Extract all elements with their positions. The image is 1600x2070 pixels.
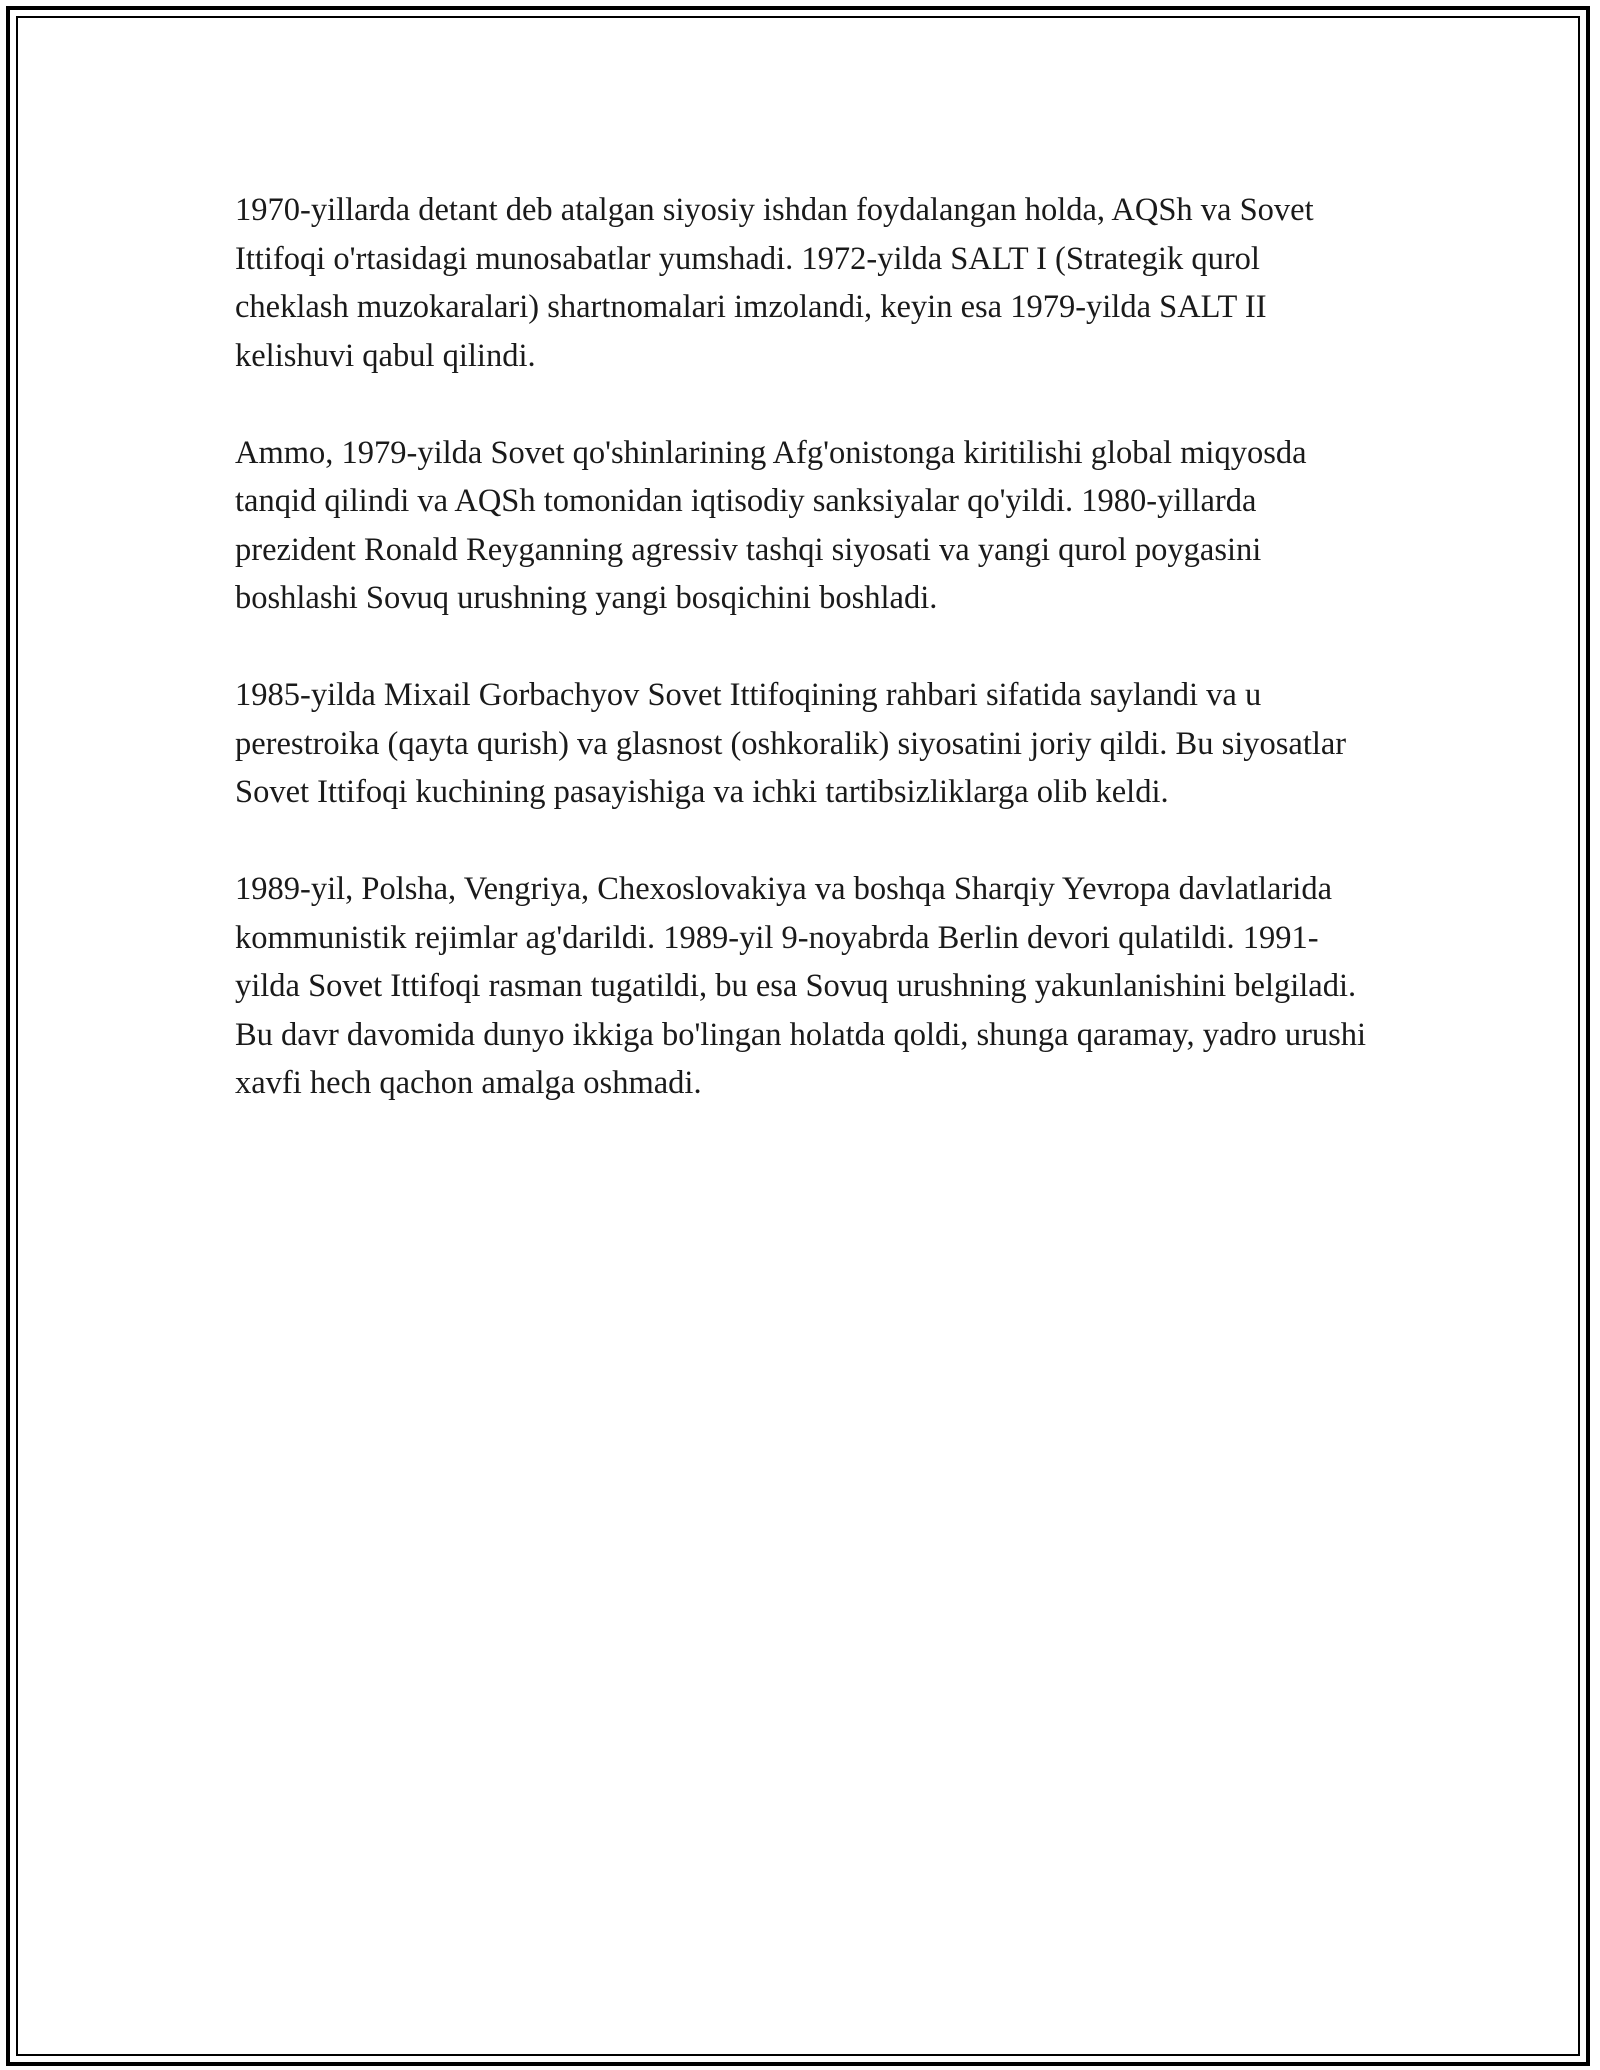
document-body [235,186,1375,1108]
paragraph-detente: 1970-yillarda detant deb atalgan siyosiy ishdan foydalangan holda, AQSh va Sovet Ittifoqi o'rtasidagi munosabatlar yumshadi. 1972-yilda SALT I (Strategik qurol cheklash muzokaralari) shartnomalari imzolandi, keyin esa 1979-yilda SALT II kelishuvi qabul qilindi. [235,192,1314,374]
paragraph-gorbachev: 1985-yilda Mixail Gorbachyov Sovet Ittifoqining rahbari sifatida saylandi va u perestroika (qayta qurish) va glasnost (oshkoralik) siyosatini joriy qildi. Bu siyosatlar Sovet Ittifoqi kuchining pasayishiga va ichki tartibsizliklarga olib keldi. [235,677,1347,810]
paragraph-end-of-cold-war: 1989-yil, Polsha, Vengriya, Chexoslovakiya va boshqa Sharqiy Yevropa davlatlarida kommunistik rejimlar ag'darildi. 1989-yil 9-noyabrda Berlin devori qulatildi. 1991-yilda Sovet Ittifoqi rasman tugatildi, bu esa Sovuq urushning yakunlanishini belgiladi. Bu davr davomida dunyo ikkiga bo'lingan holatda qoldi, shunga qaramay, yadro urushi xavfi hech qachon amalga oshmadi. [235,871,1367,1101]
paragraph-afghanistan: Ammo, 1979-yilda Sovet qo'shinlarining Afg'onistonga kiritilishi global miqyosda tanqid qilindi va AQSh tomonidan iqtisodiy sanksiyalar qo'yildi. 1980-yillarda prezident Ronald Reyganning agressiv tashqi siyosati va yangi qurol poygasini boshlashi Sovuq urushning yangi bosqichini boshladi. [235,434,1307,616]
